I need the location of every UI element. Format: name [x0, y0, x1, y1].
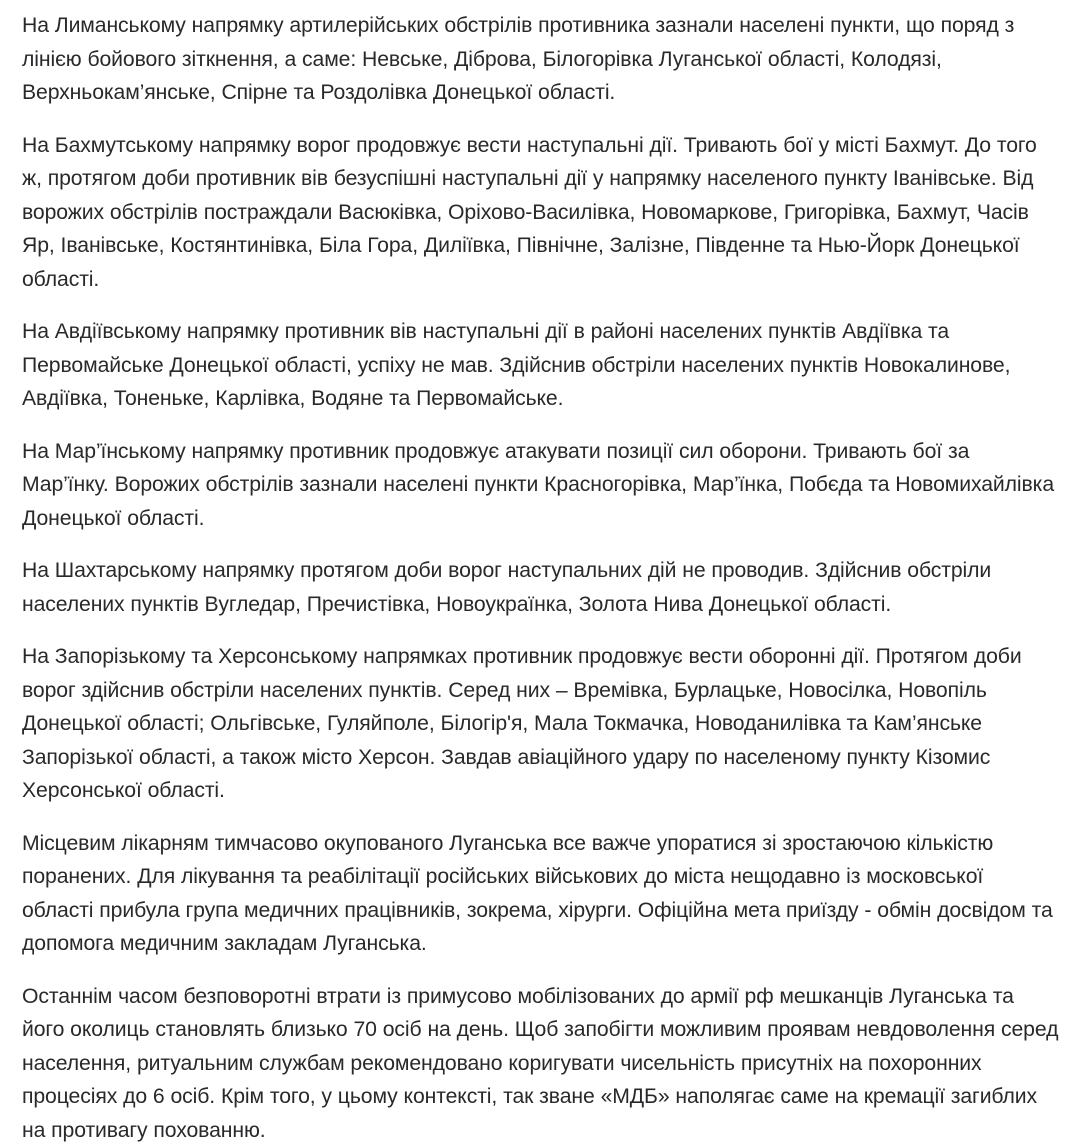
- paragraph-shakhtarsk-direction: На Шахтарському напрямку протягом доби ворог наступальних дій не проводив. Здійснив обстріли населених пунктів Вугледар, Пречистівка, Новоукраїнка, Золота Нива Донецької області.: [22, 554, 1060, 621]
- paragraph-luhansk-casualties: Останнім часом безповоротні втрати із примусово мобілізованих до армії рф мешканців Луганська та його околиць становлять близько 70 осіб на день. Щоб запобігти можливим проявам невдоволення серед населення, ритуальним службам рекомендовано коригувати чисельність присутніх на похоронних процесіях до 6 осіб. Крім того, у цьому контексті, так зване «МДБ» наполягає саме на кремації загиблих на противагу похованню.: [22, 980, 1060, 1147]
- paragraph-bakhmut-direction: На Бахмутському напрямку ворог продовжує вести наступальні дії. Тривають бої у місті Бахмут. До того ж, протягом доби противник вів безуспішні наступальні дії у напрямку населеного пункту Іванівське. Від ворожих обстрілів постраждали Васюківка, Оріхово-Василівка, Новомаркове, Григорівка, Бахмут, Часів Яр, Іванівське, Костянтинівка, Біла Гора, Дилiївка, Північне, Залізне, Південне та Нью-Йорк Донецької області.: [22, 129, 1060, 297]
- paragraph-luhansk-hospitals: Місцевим лікарням тимчасово окупованого Луганська все важче упоратися зі зростаючою кількістю поранених. Для лікування та реабілітації російських військових до міста нещодавно із московської області прибула група медичних працівників, зокрема, хірурги. Офіційна мета приїзду - обмін досвідом та допомога медичним закладам Луганська.: [22, 827, 1060, 961]
- paragraph-avdiivka-direction: На Авдіївському напрямку противник вів наступальні дії в районі населених пунктів Авдіївка та Первомайське Донецької області, успіху не мав. Здійснив обстріли населених пунктів Новокалинове, Авдіївка, Тоненьке, Карлівка, Водяне та Первомайське.: [22, 315, 1060, 416]
- paragraph-zaporizhzhia-kherson-direction: На Запорізькому та Херсонському напрямках противник продовжує вести оборонні дії. Протягом доби ворог здійснив обстріли населених пунктів. Серед них – Времівка, Бурлацьке, Новосілка, Новопіль Донецької області; Ольгівське, Гуляйполе, Білогір'я, Мала Токмачка, Новоданилівка та Кам’янське Запорізької області, а також місто Херсон. Завдав авіаційного удару по населеному пункту Кізомис Херсонської області.: [22, 640, 1060, 808]
- paragraph-marinka-direction: На Мар’їнському напрямку противник продовжує атакувати позиції сил оборони. Тривають бої за Мар’їнку. Ворожих обстрілів зазнали населені пункти Красногорівка, Мар’їнка, Побєда та Новомихайлівка Донецької області.: [22, 435, 1060, 536]
- paragraph-lyman-direction: На Лиманському напрямку артилерійських обстрілів противника зазнали населені пункти, що поряд з лінією бойового зіткнення, а саме: Невське, Діброва, Білогорівка Луганської області, Колодязі, Верхньокам’янське, Спірне та Роздолівка Донецької області.: [22, 9, 1060, 110]
